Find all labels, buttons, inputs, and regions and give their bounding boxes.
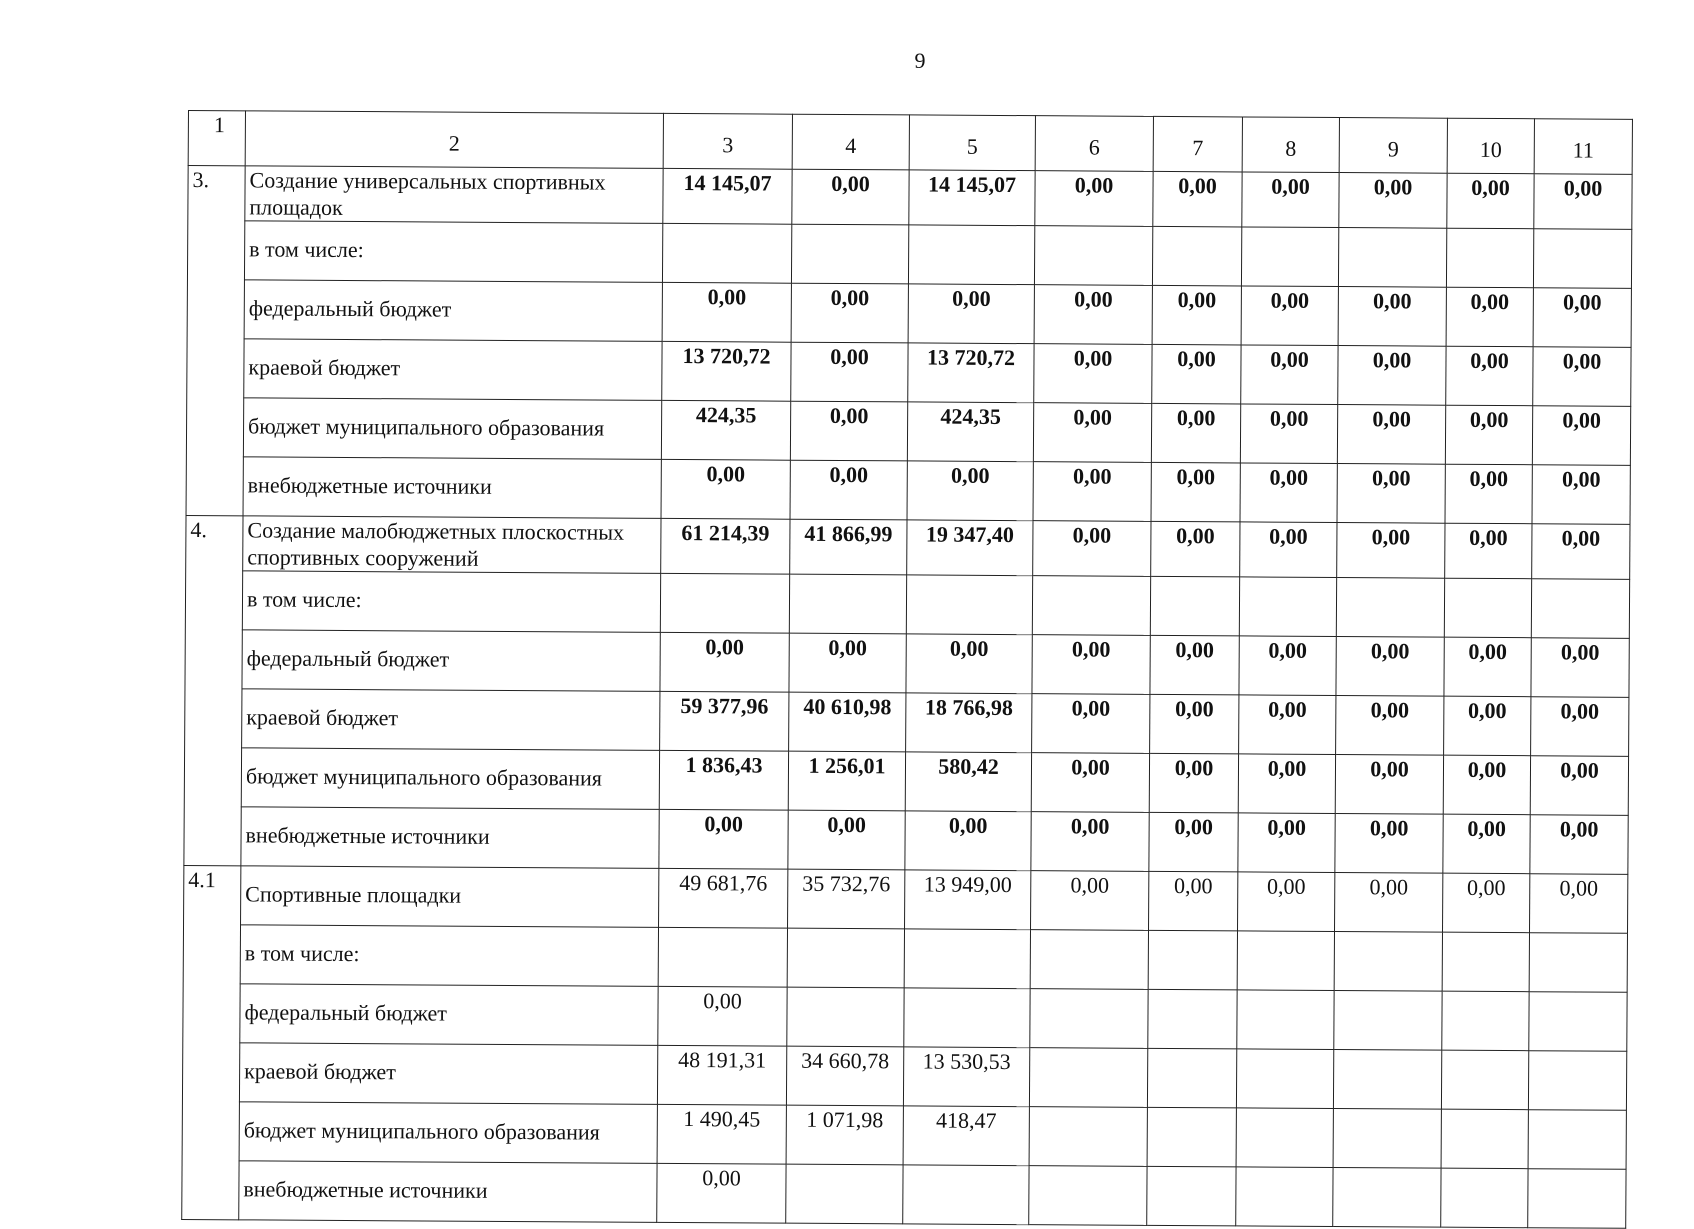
value-cell: 0,00 [907,461,1033,521]
value-cell: 0,00 [1532,406,1630,466]
column-header: 6 [1035,116,1153,172]
value-cell: 41 866,99 [790,519,907,575]
value-cell: 0,00 [1446,287,1533,347]
value-cell: 0,00 [1033,462,1151,522]
value-cell [1442,991,1529,1051]
value-cell [1333,1168,1441,1228]
value-cell: 0,00 [1152,285,1241,345]
column-header: 7 [1153,116,1242,172]
value-cell [1032,576,1150,636]
value-cell [1236,1108,1333,1168]
value-cell: 0,00 [905,811,1031,871]
value-cell: 0,00 [662,282,791,342]
page-number: 9 [914,48,926,73]
table-row [186,456,1630,524]
row-label: федеральный бюджет [242,630,660,692]
value-cell: 0,00 [661,459,790,519]
column-header: 10 [1447,118,1534,174]
value-cell [1034,226,1152,286]
table-row [184,865,1628,933]
value-cell [1528,1169,1626,1229]
value-cell: 0,00 [1530,815,1628,875]
value-cell: 0,00 [1531,697,1629,757]
row-label: внебюджетные источники [241,807,659,869]
value-cell: 0,00 [1534,174,1632,230]
value-cell [787,987,904,1047]
value-cell: 0,00 [906,634,1032,694]
table-row [182,1101,1626,1169]
column-header: 11 [1534,119,1632,175]
value-cell [1152,226,1241,286]
table-row [187,338,1631,406]
value-cell [1030,930,1148,990]
value-cell: 13 949,00 [905,870,1031,930]
value-cell: 13 530,53 [903,1047,1029,1107]
value-cell: 0,00 [1335,755,1443,815]
budget-table [181,110,1633,1229]
value-cell [1533,229,1631,289]
value-cell [786,1164,903,1224]
value-cell [904,929,1030,989]
value-cell: 0,00 [1337,523,1445,579]
value-cell: 0,00 [1034,285,1152,345]
value-cell: 0,00 [1533,347,1631,407]
value-cell: 0,00 [791,342,908,402]
value-cell [903,1165,1029,1225]
column-header: 1 [188,111,245,166]
value-cell: 59 377,96 [660,691,789,751]
row-label: федеральный бюджет [244,280,662,342]
table-row [185,629,1629,697]
row-label: внебюджетные источники [243,457,661,519]
value-cell [1030,989,1148,1049]
value-cell: 0,00 [1242,172,1339,228]
value-cell [1338,228,1446,288]
value-cell [789,574,906,634]
value-cell: 0,00 [1032,694,1150,754]
value-cell: 0,00 [792,169,909,225]
value-cell [1237,931,1334,991]
row-label: федеральный бюджет [240,984,658,1046]
value-cell [904,988,1030,1048]
value-cell [1236,1049,1333,1109]
value-cell: 0,00 [1240,463,1337,523]
row-label: в том числе: [242,571,660,633]
row-label: бюджет муниципального образования [243,398,661,460]
value-cell: 0,00 [1335,873,1443,933]
value-cell [1237,990,1334,1050]
value-cell [1029,1166,1147,1226]
value-cell [908,225,1034,285]
value-cell [1446,228,1533,288]
value-cell: 0,00 [1447,173,1534,229]
value-cell: 0,00 [1445,523,1532,579]
column-header: 4 [792,114,909,170]
row-label: бюджет муниципального образования [239,1102,657,1164]
value-cell [1531,579,1629,639]
value-cell [662,223,791,283]
row-label: краевой бюджет [239,1043,657,1105]
value-cell: 0,00 [1531,638,1629,698]
value-cell [1147,1166,1236,1226]
table-row [185,688,1629,756]
value-cell: 14 145,07 [909,170,1035,226]
value-cell: 0,00 [789,633,906,693]
value-cell: 0,00 [1239,695,1336,755]
value-cell: 0,00 [660,632,789,692]
value-cell [1236,1167,1333,1227]
value-cell [906,575,1032,635]
value-cell: 0,00 [1152,344,1241,404]
table-row [187,279,1631,347]
table-row [182,1042,1626,1110]
value-cell [1336,578,1444,638]
value-cell: 1 071,98 [786,1105,903,1165]
column-header: 3 [663,113,792,169]
table-row [183,924,1627,992]
value-cell: 0,00 [1445,464,1532,524]
value-cell: 0,00 [1035,171,1153,227]
value-cell [1147,1048,1236,1108]
value-cell [1528,1051,1626,1111]
value-cell: 61 214,39 [661,518,790,574]
value-cell: 0,00 [1444,637,1531,697]
value-cell [1147,1107,1236,1167]
value-cell: 0,00 [1153,171,1242,227]
value-cell [658,927,787,987]
value-cell [1029,1107,1147,1167]
value-cell: 0,00 [1033,521,1151,577]
value-cell: 0,00 [1151,403,1240,463]
value-cell [1529,933,1627,993]
value-cell: 0,00 [1532,465,1630,525]
value-cell [1148,989,1237,1049]
value-cell: 0,00 [1238,872,1335,932]
value-cell [1441,1050,1528,1110]
value-cell: 13 720,72 [908,343,1034,403]
table-row [183,983,1627,1051]
value-cell: 34 660,78 [786,1046,903,1106]
value-cell [1441,1168,1528,1228]
value-cell: 19 347,40 [907,520,1033,576]
value-cell [787,928,904,988]
value-cell: 0,00 [1031,753,1149,813]
value-cell: 0,00 [1443,755,1530,815]
value-cell [1333,1109,1441,1169]
row-label: Создание универсальных спортивных площадок [245,166,663,224]
value-cell: 0,00 [1238,754,1335,814]
value-cell [1333,1050,1441,1110]
value-cell: 580,42 [905,752,1031,812]
value-cell: 0,00 [1149,753,1238,813]
row-label: в том числе: [240,925,658,987]
value-cell [1150,576,1239,636]
value-cell: 0,00 [1530,756,1628,816]
value-cell: 0,00 [908,284,1034,344]
row-number: 3. [186,166,245,516]
table-row [182,1160,1626,1228]
value-cell: 0,00 [659,809,788,869]
header-row [188,111,1632,175]
value-cell: 0,00 [1529,874,1627,934]
value-cell: 0,00 [1336,637,1444,697]
value-cell [1334,991,1442,1051]
row-label: краевой бюджет [244,339,662,401]
value-cell: 0,00 [790,460,907,520]
value-cell [1029,1048,1147,1108]
column-header: 5 [909,115,1035,171]
value-cell [1444,578,1531,638]
value-cell: 0,00 [1443,873,1530,933]
value-cell: 1 256,01 [788,751,905,811]
value-cell [1148,930,1237,990]
value-cell: 0,00 [1338,346,1446,406]
value-cell: 0,00 [657,1163,786,1223]
value-cell: 13 720,72 [662,341,791,401]
value-cell [1441,1109,1528,1169]
row-label: внебюджетные источники [239,1161,657,1223]
row-label: Создание малобюджетных плоскостных спортивных сооружений [243,516,661,574]
value-cell: 0,00 [791,283,908,343]
value-cell: 0,00 [1031,871,1149,931]
value-cell: 0,00 [1532,524,1630,580]
value-cell: 0,00 [1033,403,1151,463]
value-cell [1528,1110,1626,1170]
value-cell: 0,00 [1032,635,1150,695]
value-cell [1442,932,1529,992]
value-cell [1239,577,1336,637]
value-cell: 35 732,76 [788,869,905,929]
row-label: бюджет муниципального образования [241,748,659,810]
value-cell: 0,00 [1031,812,1149,872]
value-cell [1241,227,1338,287]
value-cell: 0,00 [1238,813,1335,873]
value-cell: 0,00 [1150,694,1239,754]
value-cell: 0,00 [658,986,787,1046]
column-header: 9 [1339,118,1447,174]
row-number: 4. [184,515,243,865]
value-cell: 49 681,76 [659,868,788,928]
value-cell: 0,00 [1149,812,1238,872]
column-header: 2 [245,111,663,169]
row-label: в том числе: [244,221,662,283]
value-cell: 0,00 [1239,636,1336,696]
value-cell: 18 766,98 [906,693,1032,753]
value-cell: 1 836,43 [659,750,788,810]
value-cell: 424,35 [661,400,790,460]
value-cell [660,573,789,633]
value-cell: 0,00 [1446,346,1533,406]
value-cell: 418,47 [903,1106,1029,1166]
value-cell: 0,00 [1151,521,1240,577]
row-label: Спортивные площадки [241,866,659,928]
value-cell: 0,00 [1149,871,1238,931]
value-cell [791,224,908,284]
value-cell: 0,00 [1337,464,1445,524]
value-cell: 0,00 [788,810,905,870]
value-cell: 0,00 [1240,404,1337,464]
table-row [186,515,1630,579]
value-cell: 0,00 [1150,635,1239,695]
value-cell: 48 191,31 [657,1045,786,1105]
value-cell: 0,00 [790,401,907,461]
value-cell: 0,00 [1445,405,1532,465]
value-cell: 0,00 [1335,814,1443,874]
value-cell: 0,00 [1241,345,1338,405]
value-cell: 0,00 [1444,696,1531,756]
value-cell [1529,992,1627,1052]
value-cell: 0,00 [1034,344,1152,404]
value-cell: 0,00 [1533,288,1631,348]
value-cell: 0,00 [1443,814,1530,874]
value-cell: 0,00 [1151,462,1240,522]
table-row [187,221,1631,289]
value-cell: 0,00 [1337,405,1445,465]
table-row [188,166,1632,230]
value-cell: 424,35 [907,402,1033,462]
column-header: 8 [1242,117,1339,173]
table-row [185,570,1629,638]
table-body [182,111,1633,1229]
table-row [184,806,1628,874]
value-cell: 0,00 [1241,286,1338,346]
value-cell: 0,00 [1336,696,1444,756]
value-cell: 1 490,45 [657,1104,786,1164]
value-cell: 0,00 [1339,173,1447,229]
value-cell: 14 145,07 [663,168,792,224]
row-label: краевой бюджет [242,689,660,751]
value-cell: 0,00 [1240,522,1337,578]
value-cell: 0,00 [1338,287,1446,347]
value-cell: 40 610,98 [789,692,906,752]
table-row [184,747,1628,815]
value-cell [1334,932,1442,992]
table-row [186,397,1630,465]
row-number: 4.1 [182,865,241,1219]
